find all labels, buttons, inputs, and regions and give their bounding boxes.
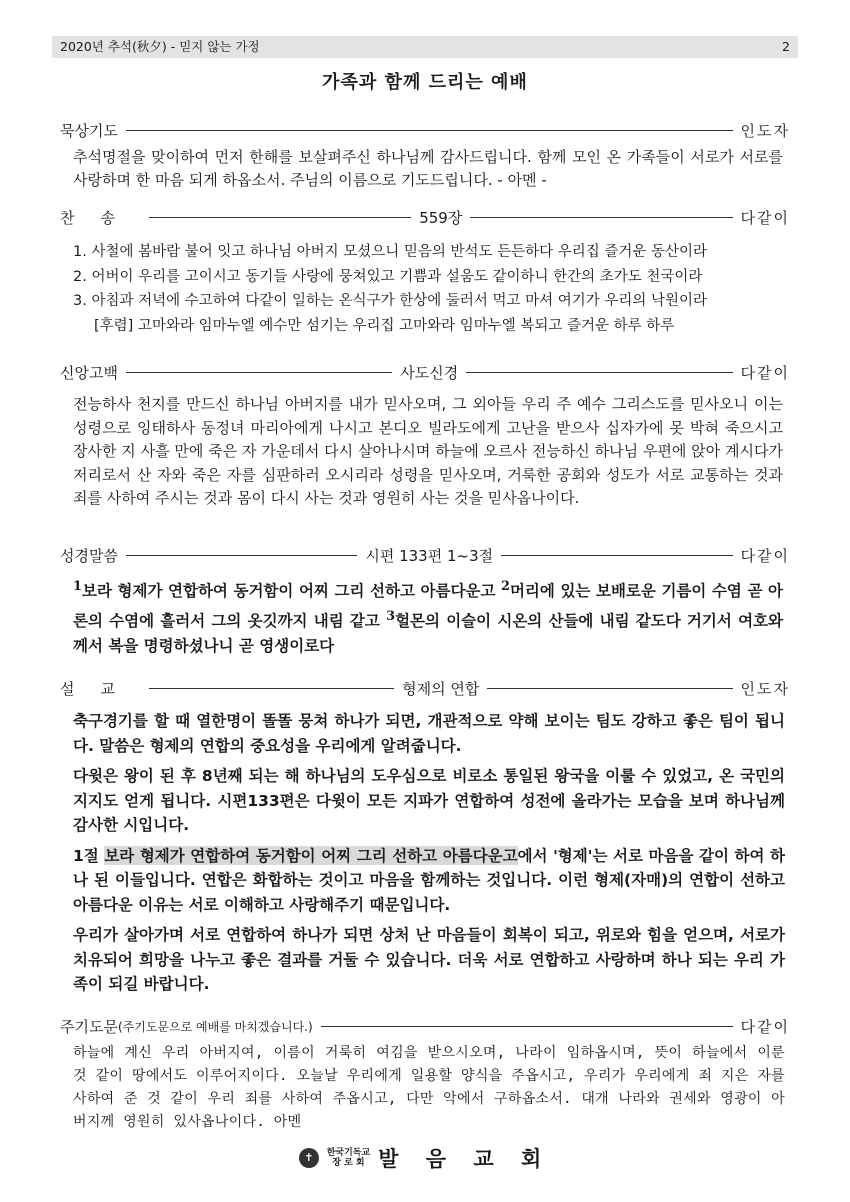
sermon-paragraph-text: 에서 '형제'는 서로 마음을 같이 하여 하나 된 이들입니다. 연합은 화합하는 것이고 마음을 함께하는 것입니다. 이런 형제(자매)의 연합이 선하고 아름다운 이유는 서로 이해하고 사랑해주기 때문입니다. xyxy=(73,846,785,914)
sermon-paragraph xyxy=(73,844,785,918)
verse-text: 머리에 있는 보배로운 기름이 수염 곧 아론의 수염에 흘러서 그의 옷깃까지 내림 같고 xyxy=(73,581,784,630)
section-label: 성경말씀 xyxy=(60,546,118,565)
verse-text: 헐몬의 이슬이 시온의 산들에 내림 같도다 거기서 여호와께서 복을 명령하셨나니 곧 영생이로다 xyxy=(73,610,783,656)
divider-line xyxy=(470,217,732,218)
divider-line xyxy=(466,372,732,373)
lords-prayer-text: 하늘에 계신 우리 아버지여, 이름이 거룩히 여김을 받으시오며, 나라이 임하옵시며, 뜻이 하늘에서 이룬 것 같이 땅에서도 이루어지이다. 오늘날 우리에게 일용할 양식을 주옵시고, 우리가 우리에게 죄 지은 자를 사하여 준 것 같이 우리 죄를 사하여 주옵시고, 다만 악에서 구하옵소서. 대개 나라와 권세와 영광이 아버지께 영원히 있사옵나이다. 아멘 xyxy=(73,1045,785,1130)
hymn-number: 559장 xyxy=(419,208,463,227)
divider-line xyxy=(501,555,732,556)
verse-number: 3 xyxy=(386,608,396,624)
church-footer xyxy=(0,1143,850,1173)
divider-line xyxy=(149,688,394,689)
section-leader: 다같이 xyxy=(740,363,791,382)
section-header-lords-prayer xyxy=(60,1015,790,1037)
verse-text: 보라 형제가 연합하여 동거함이 어찌 그리 선하고 아름다운고 xyxy=(81,581,501,601)
section-leader: 다같이 xyxy=(740,1017,790,1036)
page-number: 2 xyxy=(782,39,790,54)
section-header-sermon xyxy=(60,677,790,699)
sermon-title: 형제의 연합 xyxy=(402,679,480,698)
sermon-paragraph: 우리가 살아가며 서로 연합하여 하나가 되면 상처 난 마음들이 회복이 되고, 위로와 힘을 얻으며, 서로가 치유되어 희망을 나누고 좋은 결과를 거둘 수 있습니다. 더욱 서로 연합하고 사랑하며 하나 되는 우리 가족이 되길 바랍니다. xyxy=(73,926,785,993)
section-leader: 인도자 xyxy=(740,121,790,140)
header-title: 2020년 추석(秋夕) - 믿지 않는 가정 xyxy=(60,39,260,54)
sermon-body xyxy=(73,709,785,1003)
page-title: 가족과 함께 드리는 예배 xyxy=(322,72,528,93)
denomination xyxy=(327,1148,370,1168)
hymn-verses xyxy=(73,240,793,338)
section-header-hymn xyxy=(60,206,790,228)
divider-line xyxy=(321,1026,733,1027)
header-bar xyxy=(52,36,798,58)
section-header-scripture xyxy=(60,544,790,566)
section-label: 묵상기도 xyxy=(60,121,118,140)
section-label: 설교 xyxy=(60,679,141,698)
section-note: (주기도문으로 예배를 마치겠습니다.) xyxy=(117,1019,313,1034)
scripture-reference: 시편 133편 1~3절 xyxy=(365,546,494,565)
divider-line xyxy=(126,555,357,556)
sermon-paragraph: 축구경기를 할 때 열한명이 똘똘 뭉쳐 하나가 되면, 개관적으로 약해 보이는 팀도 강하고 좋은 팀이 됩니다. 말씀은 형제의 연합의 중요성을 우리에게 알려줍니다. xyxy=(73,712,785,755)
verse-number: 2 xyxy=(500,579,510,594)
section-leader: 다같이 xyxy=(740,546,790,565)
divider-line xyxy=(487,688,732,689)
highlighted-verse: 보라 형제가 연합하여 동거함이 어찌 그리 선하고 아름다운고 xyxy=(104,845,518,865)
creed-title: 사도신경 xyxy=(400,363,459,382)
hymn-verse: 1. 사철에 봄바람 불어 잇고 하나님 아버지 모셨으니 믿음의 반석도 든든하다 우리집 즐거운 동산이라 xyxy=(73,244,708,260)
section-header-silent-prayer xyxy=(60,119,790,141)
section-leader: 인도자 xyxy=(740,679,790,698)
section-label: 주기도문 xyxy=(60,1017,118,1036)
section-label: 신앙고백 xyxy=(60,363,118,382)
section-header-creed xyxy=(60,361,790,383)
verse-ref: 1절 xyxy=(73,846,105,865)
church-logo-icon: ✝ xyxy=(299,1148,319,1168)
denomination-line: 장 로 회 xyxy=(332,1158,365,1168)
denomination-line: 한국기독교 xyxy=(326,1148,371,1158)
section-label: 찬송 xyxy=(60,208,141,227)
divider-line xyxy=(126,372,392,373)
section-leader: 다같이 xyxy=(740,208,790,227)
divider-line xyxy=(126,130,733,131)
scripture-text xyxy=(73,574,783,659)
divider-line xyxy=(149,217,411,218)
silent-prayer-text: 추석명절을 맞이하여 먼저 한해를 보살펴주신 하나님께 감사드립니다. 함께 모인 온 가족들이 서로가 서로를 사랑하며 한 마음 되게 하옵소서. 주님의 이름으로 기도드립니다. - 아멘 - xyxy=(73,148,783,189)
creed-text: 전능하사 천지를 만드신 하나님 아버지를 내가 믿사오며, 그 외아들 우리 주 예수 그리스도를 믿사오니 이는 성령으로 잉태하사 동정녀 마리아에게 나시고 본디오 빌라도에게 고난을 받으사 십자가에 못 박혀 죽으시고 장사한 지 사흘 만에 죽은 자 가운데서 다시 살아나시며 하늘에 오르사 전능하신 하나님 우편에 앉아 계시다가 저리로서 산 자와 죽은 자를 심판하러 오시리라 성령을 믿사오며, 거룩한 공회와 성도가 서로 교통하는 것과 죄를 사하여 주시는 것과 몸이 다시 사는 것과 영원히 사는 것을 믿사옵나이다. xyxy=(73,395,783,507)
hymn-verse: 3. 아침과 저녁에 수고하여 다같이 일하는 온식구가 한상에 둘러서 먹고 마셔 여기가 우리의 낙원이라 xyxy=(73,293,708,309)
church-name: 발 음 교 회 xyxy=(378,1147,552,1171)
hymn-verse: 2. 어버이 우리를 고이시고 동기들 사랑에 뭉쳐있고 기쁨과 설움도 같이하니 한간의 초가도 천국이라 xyxy=(73,268,703,285)
verse-number: 1 xyxy=(73,579,82,594)
sermon-paragraph: 다윗은 왕이 된 후 8년째 되는 해 하나님의 도우심으로 비로소 통일된 왕국을 이룰 수 있었고, 온 국민의 지지도 얻게 됩니다. 시편133편은 다윗이 모든 지파가 연합하여 성전에 올라가는 모습을 보며 하나님께 감사한 시입니다. xyxy=(73,767,785,834)
hymn-refrain: [후렴] 고마와라 임마누엘 예수만 섬기는 우리집 고마와라 임마누엘 복되고 즐거운 하루 하루 xyxy=(94,317,675,334)
